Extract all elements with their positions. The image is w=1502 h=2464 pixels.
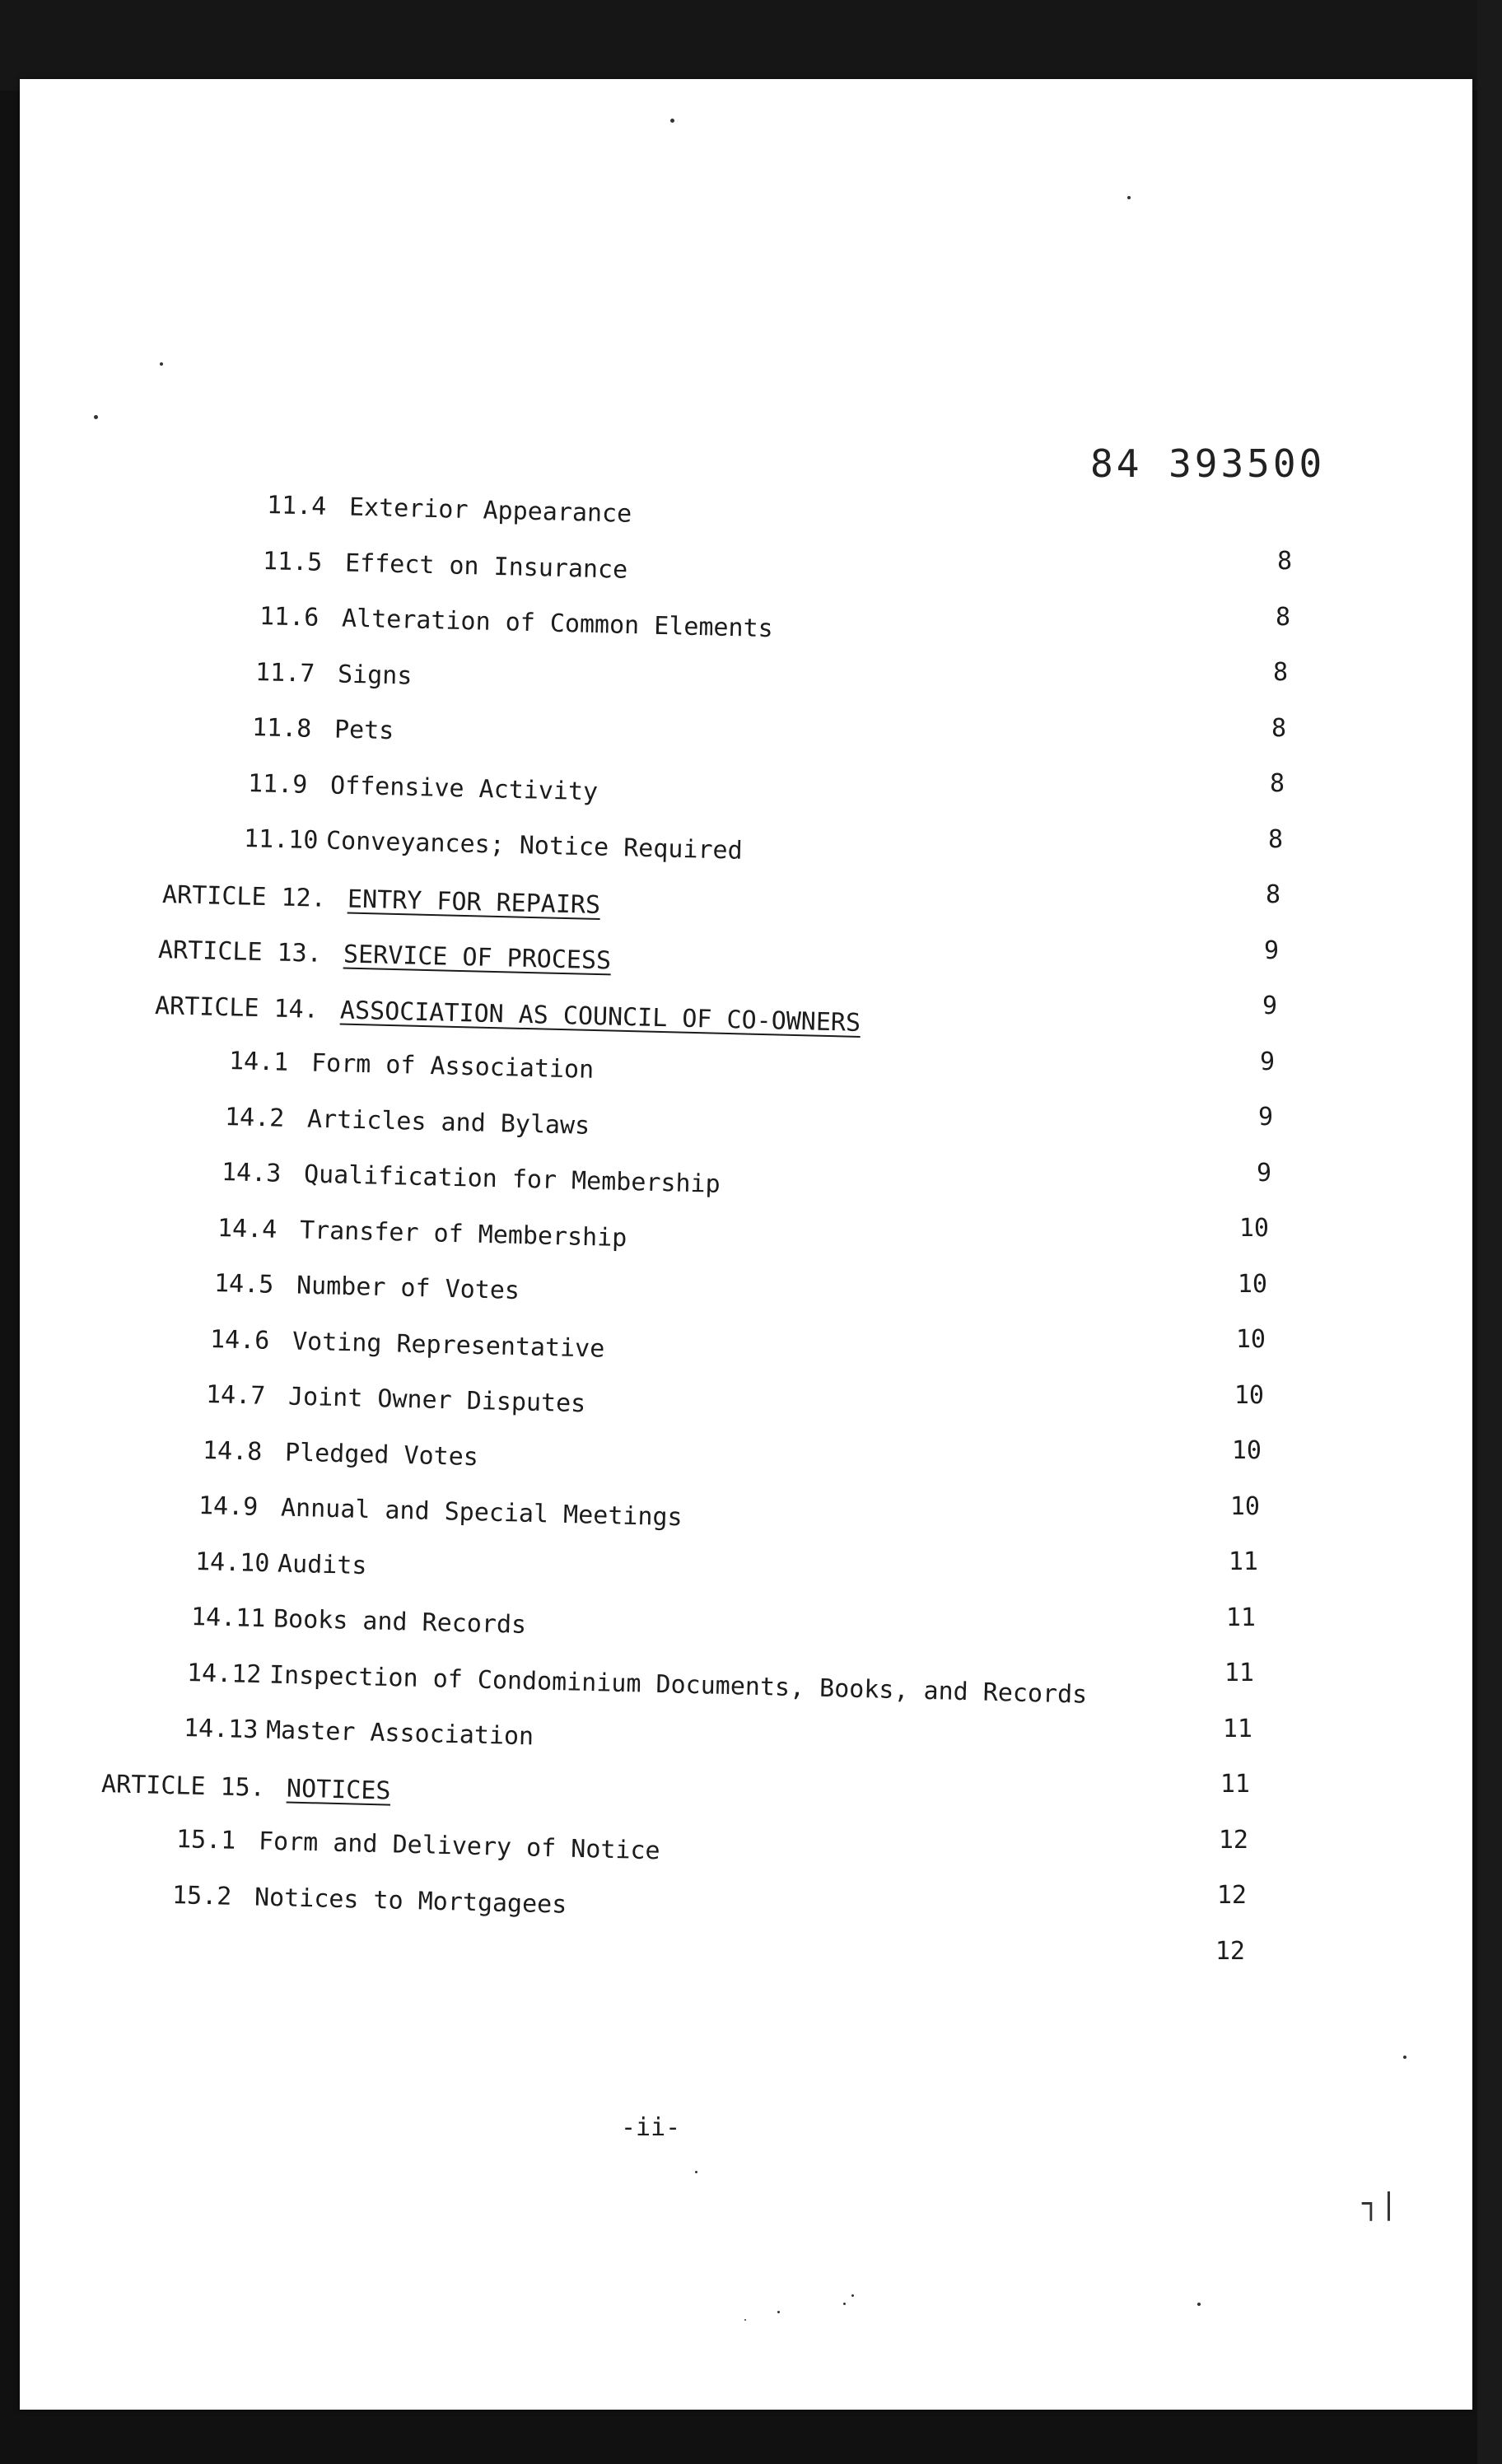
document-number: 84 393500 <box>1090 441 1326 486</box>
scan-corner-mark: ┐| <box>1362 2187 1398 2221</box>
toc-page-number: 8 <box>1271 714 1286 743</box>
toc-section-entry <box>183 1714 534 1752</box>
toc-entry-title: SERVICE OF PROCESS <box>343 940 612 976</box>
scan-speck <box>851 2294 854 2297</box>
toc-section-entry <box>171 1881 567 1920</box>
toc-page-number: 10 <box>1231 1436 1262 1465</box>
toc-entry-title: ENTRY FOR REPAIRS <box>347 884 601 920</box>
toc-entry-number: 14.6 <box>209 1325 270 1356</box>
toc-article-entry <box>100 1770 391 1806</box>
scan-speck <box>695 2171 697 2173</box>
scan-speck <box>1403 2056 1406 2059</box>
toc-entry-number: 14.4 <box>217 1214 278 1244</box>
toc-section-entry <box>224 1103 590 1141</box>
toc-section-entry <box>254 658 413 694</box>
scan-speck <box>843 2303 846 2305</box>
toc-entry-number: 11.6 <box>259 602 320 632</box>
toc-entry-title: Alteration of Common Elements <box>341 604 774 644</box>
toc-entry-title: Form of Association <box>310 1048 595 1085</box>
toc-entry-title: Transfer of Membership <box>299 1216 627 1253</box>
toc-section-entry <box>213 1269 520 1306</box>
toc-section-entry <box>190 1603 527 1640</box>
toc-page-number: 11 <box>1225 1603 1256 1632</box>
toc-entry-number: ARTICLE 12. <box>161 880 327 913</box>
toc-page-number: 9 <box>1262 992 1277 1020</box>
toc-entry-title: Offensive Activity <box>329 771 599 807</box>
toc-entry-number: 11.4 <box>266 491 327 521</box>
toc-section-entry <box>243 824 744 866</box>
toc-entry-title: Number of Votes <box>296 1271 520 1306</box>
toc-page-number: 10 <box>1229 1492 1260 1521</box>
toc-section-entry <box>209 1325 605 1364</box>
toc-entry-number: 14.2 <box>224 1103 285 1133</box>
toc-page-number: 8 <box>1265 880 1280 909</box>
toc-page-number: 11 <box>1222 1715 1252 1743</box>
toc-entry-number: 11.5 <box>262 547 323 577</box>
toc-entry-title: Joint Owner Disputes <box>287 1382 586 1419</box>
scan-speck <box>94 415 98 419</box>
toc-section-entry <box>186 1659 1088 1710</box>
toc-entry-number: 11.9 <box>247 769 308 800</box>
toc-entry-number: 15.1 <box>175 1825 236 1855</box>
toc-entry-title: ASSOCIATION AS COUNCIL OF CO-OWNERS <box>339 996 861 1038</box>
toc-entry-number: 11.10 <box>243 824 319 856</box>
toc-page-number: 10 <box>1238 1214 1269 1243</box>
toc-section-entry <box>202 1436 479 1472</box>
toc-entry-number: ARTICLE 14. <box>154 992 320 1024</box>
toc-section-entry <box>228 1047 595 1085</box>
toc-page-number: 8 <box>1275 603 1290 632</box>
toc-entry-number: 14.10 <box>194 1547 270 1579</box>
toc-entry-title: Voting Representative <box>292 1327 605 1364</box>
scan-speck <box>1197 2303 1201 2306</box>
toc-entry-number: 14.11 <box>190 1603 266 1634</box>
toc-section-entry <box>221 1158 721 1199</box>
scan-speck <box>670 119 674 123</box>
toc-page-number: 8 <box>1267 825 1283 854</box>
toc-entry-number: 14.9 <box>198 1491 259 1522</box>
toc-entry-number: 11.8 <box>251 713 312 744</box>
toc-entry-title: Inspection of Condominium Documents, Books, and Records <box>268 1660 1088 1710</box>
toc-entry-title: Notices to Mortgagees <box>254 1883 567 1920</box>
toc-section-entry <box>205 1380 586 1419</box>
toc-page-number: 9 <box>1256 1159 1271 1188</box>
toc-entry-title: NOTICES <box>286 1774 391 1806</box>
scan-speck <box>744 2319 746 2321</box>
toc-page-number: 12 <box>1216 1881 1247 1910</box>
toc-entry-title: Conveyances; Notice Required <box>325 826 744 866</box>
footer-page-number: -ii- <box>621 2113 681 2142</box>
toc-section-entry <box>266 491 632 529</box>
toc-entry-title: Audits <box>277 1549 367 1581</box>
toc-article-entry <box>154 992 861 1038</box>
toc-entry-number: 14.12 <box>186 1659 262 1690</box>
scan-border-top <box>0 0 1502 91</box>
toc-page-number: 11 <box>1224 1659 1254 1687</box>
toc-entry-number: ARTICLE 13. <box>157 936 323 968</box>
toc-section-entry <box>247 769 599 807</box>
toc-article-entry <box>157 936 612 976</box>
toc-page-number: 12 <box>1215 1937 1245 1966</box>
toc-entry-number: 14.5 <box>213 1269 274 1300</box>
toc-entry-title: Pledged Votes <box>284 1438 479 1472</box>
toc-page-number: 8 <box>1276 547 1292 576</box>
toc-section-entry <box>175 1825 661 1866</box>
toc-entry-number: 14.3 <box>221 1158 282 1188</box>
toc-entry-number: 11.7 <box>254 658 315 688</box>
toc-entry-number: 14.8 <box>202 1436 263 1467</box>
toc-entry-title: Exterior Appearance <box>348 492 632 529</box>
scan-speck <box>1127 196 1131 199</box>
toc-entry-title: Articles and Bylaws <box>306 1104 590 1141</box>
scan-speck <box>160 362 163 366</box>
toc-entry-number: ARTICLE 15. <box>100 1770 266 1803</box>
toc-entry-number: 14.7 <box>205 1380 266 1411</box>
toc-entry-title: Books and Records <box>273 1604 527 1640</box>
toc-page-number: 10 <box>1235 1325 1266 1354</box>
toc-article-entry <box>161 880 601 920</box>
toc-page-number: 10 <box>1234 1381 1264 1410</box>
scan-border-right <box>1477 0 1502 2464</box>
toc-page-number: 8 <box>1269 769 1285 798</box>
toc-entry-number: 15.2 <box>171 1881 232 1911</box>
toc-entry-number: 14.1 <box>228 1047 289 1077</box>
toc-entry-title: Signs <box>337 660 413 691</box>
toc-page-number: 9 <box>1263 936 1279 965</box>
toc-entry-title: Qualification for Membership <box>303 1160 721 1199</box>
toc-entry-title: Pets <box>334 715 394 746</box>
toc-page-number: 10 <box>1237 1270 1267 1299</box>
toc-entry-title: Effect on Insurance <box>344 548 628 585</box>
toc-page-number: 11 <box>1220 1770 1250 1799</box>
toc-page-number: 8 <box>1272 658 1288 687</box>
toc-page-number: 12 <box>1218 1826 1248 1855</box>
scan-speck <box>777 2311 780 2313</box>
toc-page-number: 11 <box>1228 1547 1258 1576</box>
toc-section-entry <box>262 547 628 585</box>
toc-entry-title: Annual and Special Meetings <box>280 1493 683 1533</box>
toc-section-entry <box>251 713 394 749</box>
toc-section-entry <box>194 1547 367 1584</box>
toc-entry-number: 14.13 <box>183 1714 259 1745</box>
toc-page-number: 9 <box>1259 1048 1275 1076</box>
toc-entry-title: Form and Delivery of Notice <box>258 1827 661 1866</box>
toc-entry-title: Master Association <box>265 1715 534 1752</box>
toc-page-number: 9 <box>1257 1103 1273 1132</box>
document-page <box>20 79 1472 2410</box>
